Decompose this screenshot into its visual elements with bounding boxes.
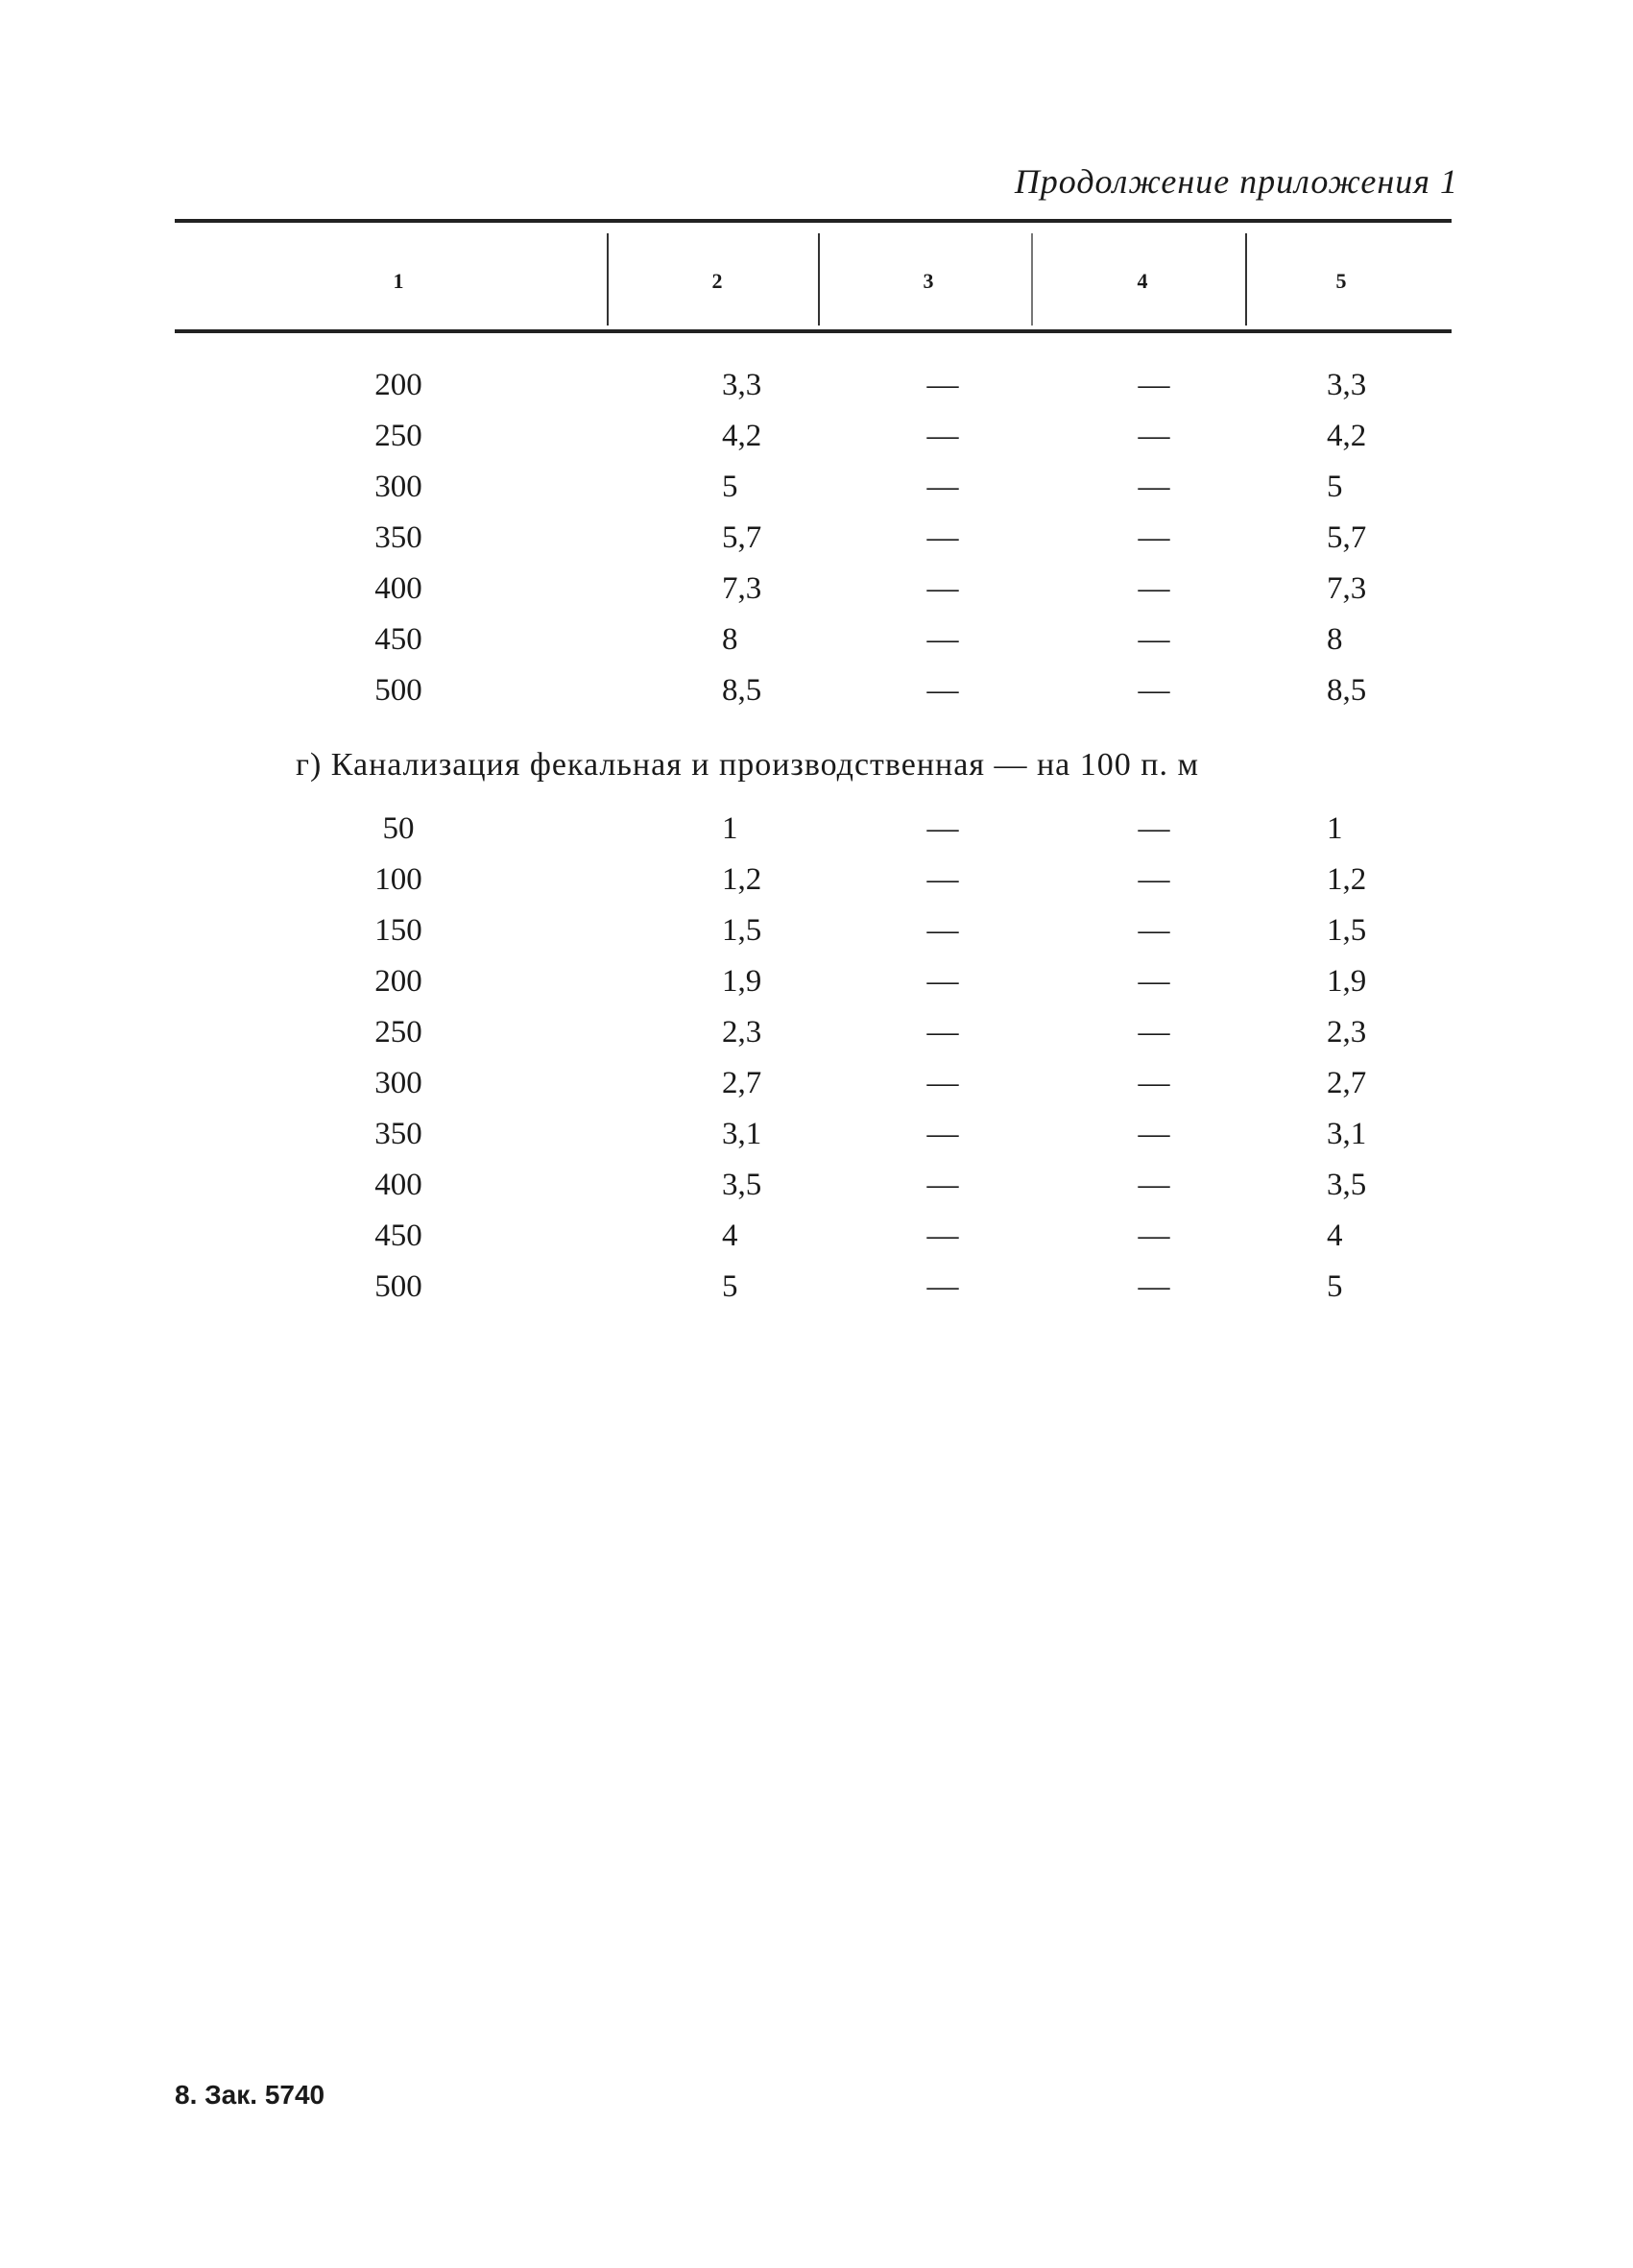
- table-row: [0, 1218, 1633, 1257]
- table-cell-col-1: 300: [374, 1066, 422, 1100]
- table-cell-col-4: —: [1138, 419, 1170, 453]
- section-title: г) Канализация фекальная и производственная — на 100 п. м: [296, 747, 1199, 783]
- table-cell-col-5: 8: [1327, 622, 1343, 657]
- table-row: [0, 811, 1633, 850]
- table-cell-col-1: 500: [374, 1269, 422, 1304]
- table-row: [0, 913, 1633, 952]
- table-cell-col-3: —: [926, 1066, 959, 1100]
- table-cell-col-4: —: [1138, 811, 1170, 846]
- table-cell-col-4: —: [1138, 1015, 1170, 1050]
- table-cell-col-2: 3,3: [722, 368, 762, 402]
- table-cell-col-2: 5: [722, 1269, 738, 1304]
- table-cell-col-3: —: [926, 470, 959, 504]
- table-cell-col-4: —: [1138, 913, 1170, 948]
- table-cell-col-3: —: [926, 1015, 959, 1050]
- table-cell-col-2: 1,2: [722, 862, 762, 897]
- table-cell-col-2: 5,7: [722, 520, 762, 555]
- table-cell-col-4: —: [1138, 1269, 1170, 1304]
- table-row: [0, 1015, 1633, 1053]
- table-cell-col-1: 50: [382, 811, 415, 846]
- table-cell-col-5: 5: [1327, 470, 1343, 504]
- table-cell-col-2: 4: [722, 1218, 738, 1253]
- table-cell-col-5: 8,5: [1327, 673, 1367, 708]
- table-cell-col-1: 300: [374, 470, 422, 504]
- table-cell-col-2: 5: [722, 470, 738, 504]
- table-cell-col-3: —: [926, 419, 959, 453]
- table-cell-col-4: —: [1138, 1218, 1170, 1253]
- table-cell-col-5: 5,7: [1327, 520, 1367, 555]
- table-row: [0, 470, 1633, 508]
- table-cell-col-1: 350: [374, 1117, 422, 1151]
- table-cell-col-4: —: [1138, 368, 1170, 402]
- column-header-4: 4: [1137, 269, 1148, 293]
- table-cell-col-2: 3,5: [722, 1168, 762, 1202]
- table-cell-col-3: —: [926, 1269, 959, 1304]
- table-row: [0, 1269, 1633, 1308]
- table-row: [0, 419, 1633, 457]
- table-cell-col-3: —: [926, 1168, 959, 1202]
- table-cell-col-5: 2,3: [1327, 1015, 1367, 1050]
- table-cell-col-3: —: [926, 571, 959, 606]
- table-cell-col-1: 400: [374, 1168, 422, 1202]
- table-cell-col-2: 3,1: [722, 1117, 762, 1151]
- table-cell-col-3: —: [926, 1218, 959, 1253]
- table-cell-col-2: 8: [722, 622, 738, 657]
- table-header-rule: [175, 329, 1452, 333]
- continuation-title: Продолжение приложения 1: [1014, 162, 1458, 201]
- table-row: [0, 520, 1633, 559]
- table-cell-col-5: 1,2: [1327, 862, 1367, 897]
- table-cell-col-4: —: [1138, 1117, 1170, 1151]
- table-row: [0, 622, 1633, 661]
- table-cell-col-3: —: [926, 862, 959, 897]
- column-header-1: 1: [393, 269, 404, 293]
- table-row: [0, 368, 1633, 406]
- table-cell-col-1: 200: [374, 368, 422, 402]
- table-cell-col-4: —: [1138, 622, 1170, 657]
- table-cell-col-1: 450: [374, 1218, 422, 1253]
- table-cell-col-1: 500: [374, 673, 422, 708]
- table-cell-col-4: —: [1138, 520, 1170, 555]
- table-cell-col-4: —: [1138, 964, 1170, 999]
- table-cell-col-1: 450: [374, 622, 422, 657]
- table-cell-col-5: 1,9: [1327, 964, 1367, 999]
- table-cell-col-3: —: [926, 368, 959, 402]
- table-cell-col-2: 7,3: [722, 571, 762, 606]
- column-divider: [1031, 233, 1033, 326]
- table-cell-col-3: —: [926, 622, 959, 657]
- table-row: [0, 1168, 1633, 1206]
- table-cell-col-3: —: [926, 1117, 959, 1151]
- column-header-3: 3: [923, 269, 934, 293]
- table-cell-col-2: 1,5: [722, 913, 762, 948]
- table-row: [0, 1066, 1633, 1104]
- table-cell-col-1: 250: [374, 419, 422, 453]
- table-cell-col-5: 3,1: [1327, 1117, 1367, 1151]
- table-cell-col-3: —: [926, 673, 959, 708]
- table-cell-col-1: 400: [374, 571, 422, 606]
- table-cell-col-5: 5: [1327, 1269, 1343, 1304]
- table-cell-col-2: 4,2: [722, 419, 762, 453]
- column-header-2: 2: [711, 269, 723, 293]
- table-cell-col-2: 2,7: [722, 1066, 762, 1100]
- table-row: [0, 571, 1633, 610]
- table-cell-col-1: 250: [374, 1015, 422, 1050]
- table-row: [0, 964, 1633, 1002]
- table-cell-col-3: —: [926, 520, 959, 555]
- column-divider: [1245, 233, 1247, 326]
- table-cell-col-3: —: [926, 964, 959, 999]
- table-cell-col-1: 200: [374, 964, 422, 999]
- table-cell-col-1: 350: [374, 520, 422, 555]
- table-cell-col-5: 3,3: [1327, 368, 1367, 402]
- table-cell-col-4: —: [1138, 1066, 1170, 1100]
- table-cell-col-2: 1,9: [722, 964, 762, 999]
- table-cell-col-5: 3,5: [1327, 1168, 1367, 1202]
- table-cell-col-5: 4: [1327, 1218, 1343, 1253]
- table-cell-col-3: —: [926, 811, 959, 846]
- table-cell-col-2: 1: [722, 811, 738, 846]
- table-cell-col-1: 150: [374, 913, 422, 948]
- table-cell-col-5: 4,2: [1327, 419, 1367, 453]
- table-cell-col-2: 2,3: [722, 1015, 762, 1050]
- table-cell-col-5: 7,3: [1327, 571, 1367, 606]
- table-cell-col-3: —: [926, 913, 959, 948]
- table-cell-col-5: 1,5: [1327, 913, 1367, 948]
- column-divider: [607, 233, 609, 326]
- table-cell-col-4: —: [1138, 1168, 1170, 1202]
- table-cell-col-4: —: [1138, 673, 1170, 708]
- table-cell-col-5: 2,7: [1327, 1066, 1367, 1100]
- table-cell-col-2: 8,5: [722, 673, 762, 708]
- table-cell-col-5: 1: [1327, 811, 1343, 846]
- column-divider: [818, 233, 820, 326]
- table-row: [0, 1117, 1633, 1155]
- table-row: [0, 862, 1633, 901]
- table-row: [0, 673, 1633, 712]
- table-cell-col-1: 100: [374, 862, 422, 897]
- table-cell-col-4: —: [1138, 470, 1170, 504]
- table-cell-col-4: —: [1138, 571, 1170, 606]
- table-top-rule: [175, 219, 1452, 223]
- table-cell-col-4: —: [1138, 862, 1170, 897]
- footer-order-number: 8. Зак. 5740: [175, 2080, 325, 2110]
- column-header-5: 5: [1335, 269, 1347, 293]
